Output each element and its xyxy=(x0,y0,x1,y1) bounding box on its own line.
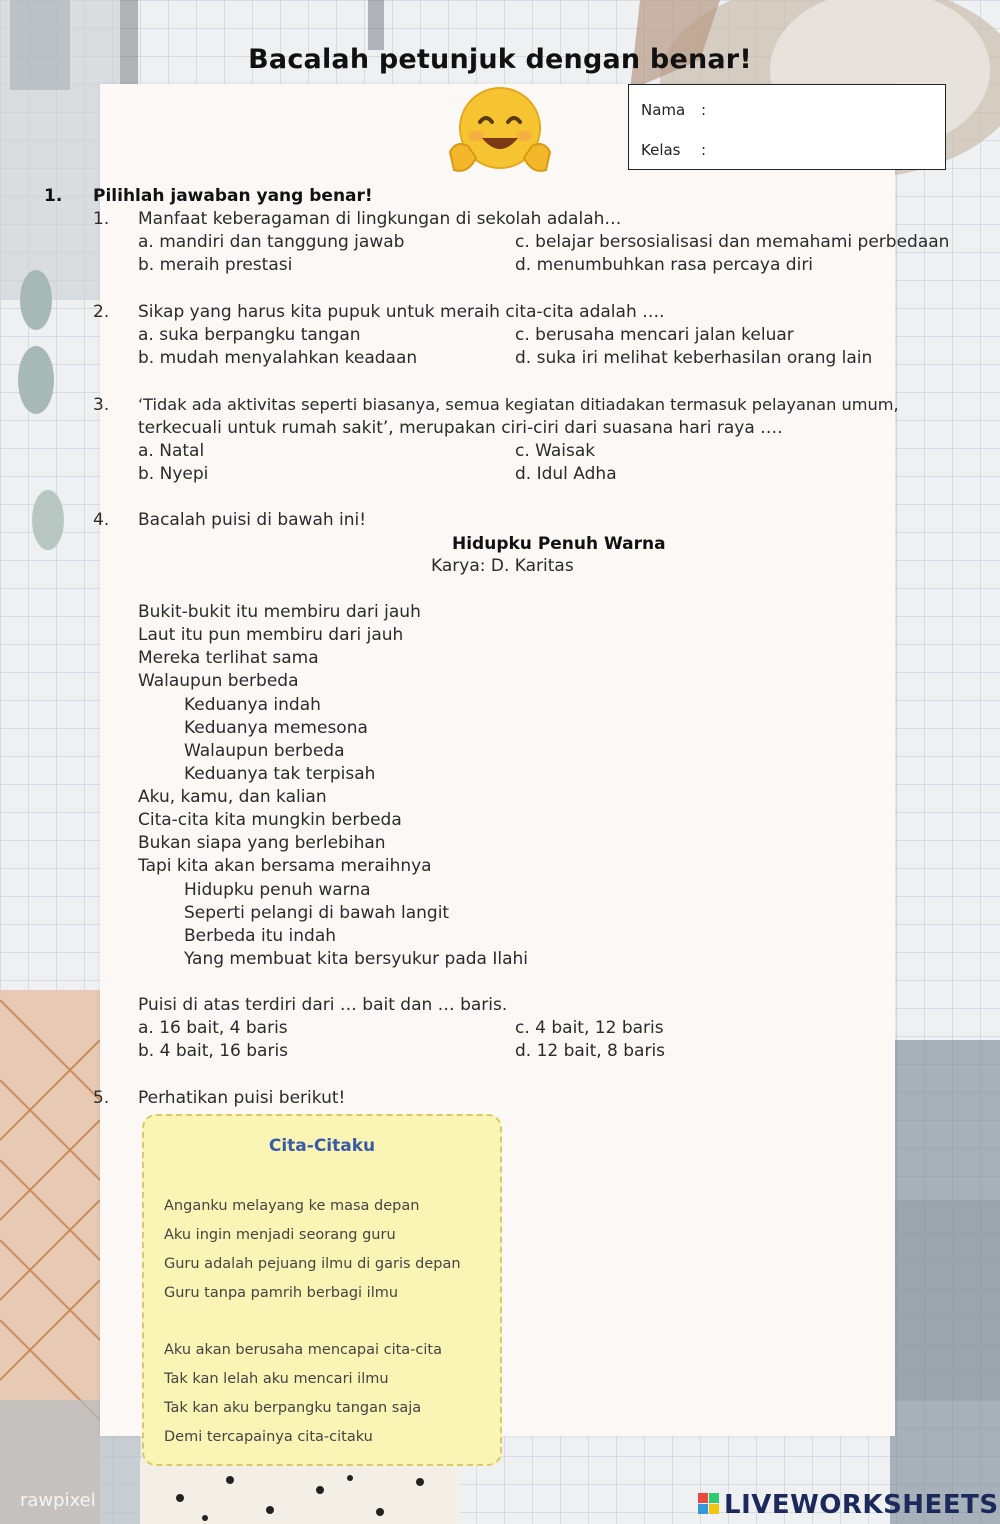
class-label: Kelas xyxy=(641,141,681,159)
poem-box xyxy=(142,1114,502,1466)
q4-poem-line: Aku, kamu, dan kalian xyxy=(138,787,327,807)
q1-number: 1. xyxy=(93,209,110,229)
q3-option-d[interactable]: d. Idul Adha xyxy=(515,464,617,484)
q1-text: Manfaat keberagaman di lingkungan di sekolah adalah… xyxy=(138,209,622,229)
q3-text-line1: ‘Tidak ada aktivitas seperti biasanya, semua kegiatan ditiadakan termasuk pelayanan umum, xyxy=(138,395,899,414)
q3-number: 3. xyxy=(93,395,110,415)
q4-poem-line: Mereka terlihat sama xyxy=(138,648,319,668)
q4-poem-title: Hidupku Penuh Warna xyxy=(452,534,666,554)
q4-poem-author: Karya: D. Karitas xyxy=(431,556,574,576)
hugging-face-icon xyxy=(446,86,554,178)
q5-poem-line: Anganku melayang ke masa depan xyxy=(164,1198,420,1214)
q4-option-d[interactable]: d. 12 bait, 8 baris xyxy=(515,1041,666,1061)
q4-poem-line: Cita-cita kita mungkin berbeda xyxy=(138,810,402,830)
name-separator: : xyxy=(701,101,707,119)
q1-option-c[interactable]: c. belajar bersosialisasi dan memahami perbedaan xyxy=(515,232,950,252)
q5-text: Perhatikan puisi berikut! xyxy=(138,1088,346,1108)
q4-text: Bacalah puisi di bawah ini! xyxy=(138,510,367,530)
q5-poem-title: Cita-Citaku xyxy=(268,1136,376,1156)
q3-text-line2: terkecuali untuk rumah sakit’, merupakan ciri-ciri dari suasana hari raya …. xyxy=(138,418,783,438)
q5-poem-line: Guru adalah pejuang ilmu di garis depan xyxy=(164,1256,461,1272)
section-instruction: Pilihlah jawaban yang benar! xyxy=(93,186,373,206)
name-label: Nama xyxy=(641,101,686,119)
q5-poem-line: Demi tercapainya cita-citaku xyxy=(164,1429,373,1445)
q4-poem-line: Laut itu pun membiru dari jauh xyxy=(138,625,404,645)
class-separator: : xyxy=(701,141,707,159)
q4-poem-line: Bukan siapa yang berlebihan xyxy=(138,833,386,853)
name-row[interactable] xyxy=(641,101,706,119)
liveworksheets-brand[interactable]: LIVEWORKSHEETS xyxy=(724,1490,999,1520)
q2-option-b[interactable]: b. mudah menyalahkan keadaan xyxy=(138,348,418,368)
q4-number: 4. xyxy=(93,510,110,530)
q3-option-a[interactable]: a. Natal xyxy=(138,441,205,461)
student-id-box xyxy=(628,84,946,170)
q3-option-b[interactable]: b. Nyepi xyxy=(138,464,209,484)
q4-option-c[interactable]: c. 4 bait, 12 baris xyxy=(515,1018,664,1038)
q5-number: 5. xyxy=(93,1088,110,1108)
q4-question: Puisi di atas terdiri dari … bait dan … baris. xyxy=(138,995,508,1015)
q3-option-c[interactable]: c. Waisak xyxy=(515,441,596,461)
q2-option-c[interactable]: c. berusaha mencari jalan keluar xyxy=(515,325,794,345)
section-number: 1. xyxy=(44,186,63,206)
q5-poem-line: Tak kan aku berpangku tangan saja xyxy=(164,1400,422,1416)
liveworksheets-logo-icon xyxy=(698,1493,720,1515)
q4-poem-line: Keduanya indah xyxy=(184,695,321,715)
page-title: Bacalah petunjuk dengan benar! xyxy=(248,44,752,75)
q4-poem-line: Keduanya memesona xyxy=(184,718,368,738)
q4-poem-line: Berbeda itu indah xyxy=(184,926,337,946)
class-row[interactable] xyxy=(641,141,706,159)
q5-poem-line: Guru tanpa pamrih berbagi ilmu xyxy=(164,1285,399,1301)
q5-poem-line: Tak kan lelah aku mencari ilmu xyxy=(164,1371,389,1387)
q4-poem-line: Hidupku penuh warna xyxy=(184,880,371,900)
q2-number: 2. xyxy=(93,302,110,322)
q1-option-a[interactable]: a. mandiri dan tanggung jawab xyxy=(138,232,405,252)
q4-option-b[interactable]: b. 4 bait, 16 baris xyxy=(138,1041,289,1061)
q1-option-b[interactable]: b. meraih prestasi xyxy=(138,255,293,275)
q1-option-d[interactable]: d. menumbuhkan rasa percaya diri xyxy=(515,255,814,275)
q2-option-a[interactable]: a. suka berpangku tangan xyxy=(138,325,361,345)
q4-poem-line: Walaupun berbeda xyxy=(138,671,299,691)
q4-poem-line: Yang membuat kita bersyukur pada Ilahi xyxy=(184,949,529,969)
q4-poem-line: Keduanya tak terpisah xyxy=(184,764,376,784)
q4-poem-line: Tapi kita akan bersama meraihnya xyxy=(138,856,432,876)
q4-poem-line: Walaupun berbeda xyxy=(184,741,345,761)
q4-poem-line: Seperti pelangi di bawah langit xyxy=(184,903,450,923)
q5-poem-line: Aku ingin menjadi seorang guru xyxy=(164,1227,396,1243)
rawpixel-watermark: rawpixel xyxy=(20,1490,96,1511)
q5-poem-line: Aku akan berusaha mencapai cita-cita xyxy=(164,1342,442,1358)
q4-option-a[interactable]: a. 16 bait, 4 baris xyxy=(138,1018,288,1038)
q2-text: Sikap yang harus kita pupuk untuk meraih cita-cita adalah …. xyxy=(138,302,665,322)
q4-poem-line: Bukit-bukit itu membiru dari jauh xyxy=(138,602,421,622)
q2-option-d[interactable]: d. suka iri melihat keberhasilan orang lain xyxy=(515,348,873,368)
